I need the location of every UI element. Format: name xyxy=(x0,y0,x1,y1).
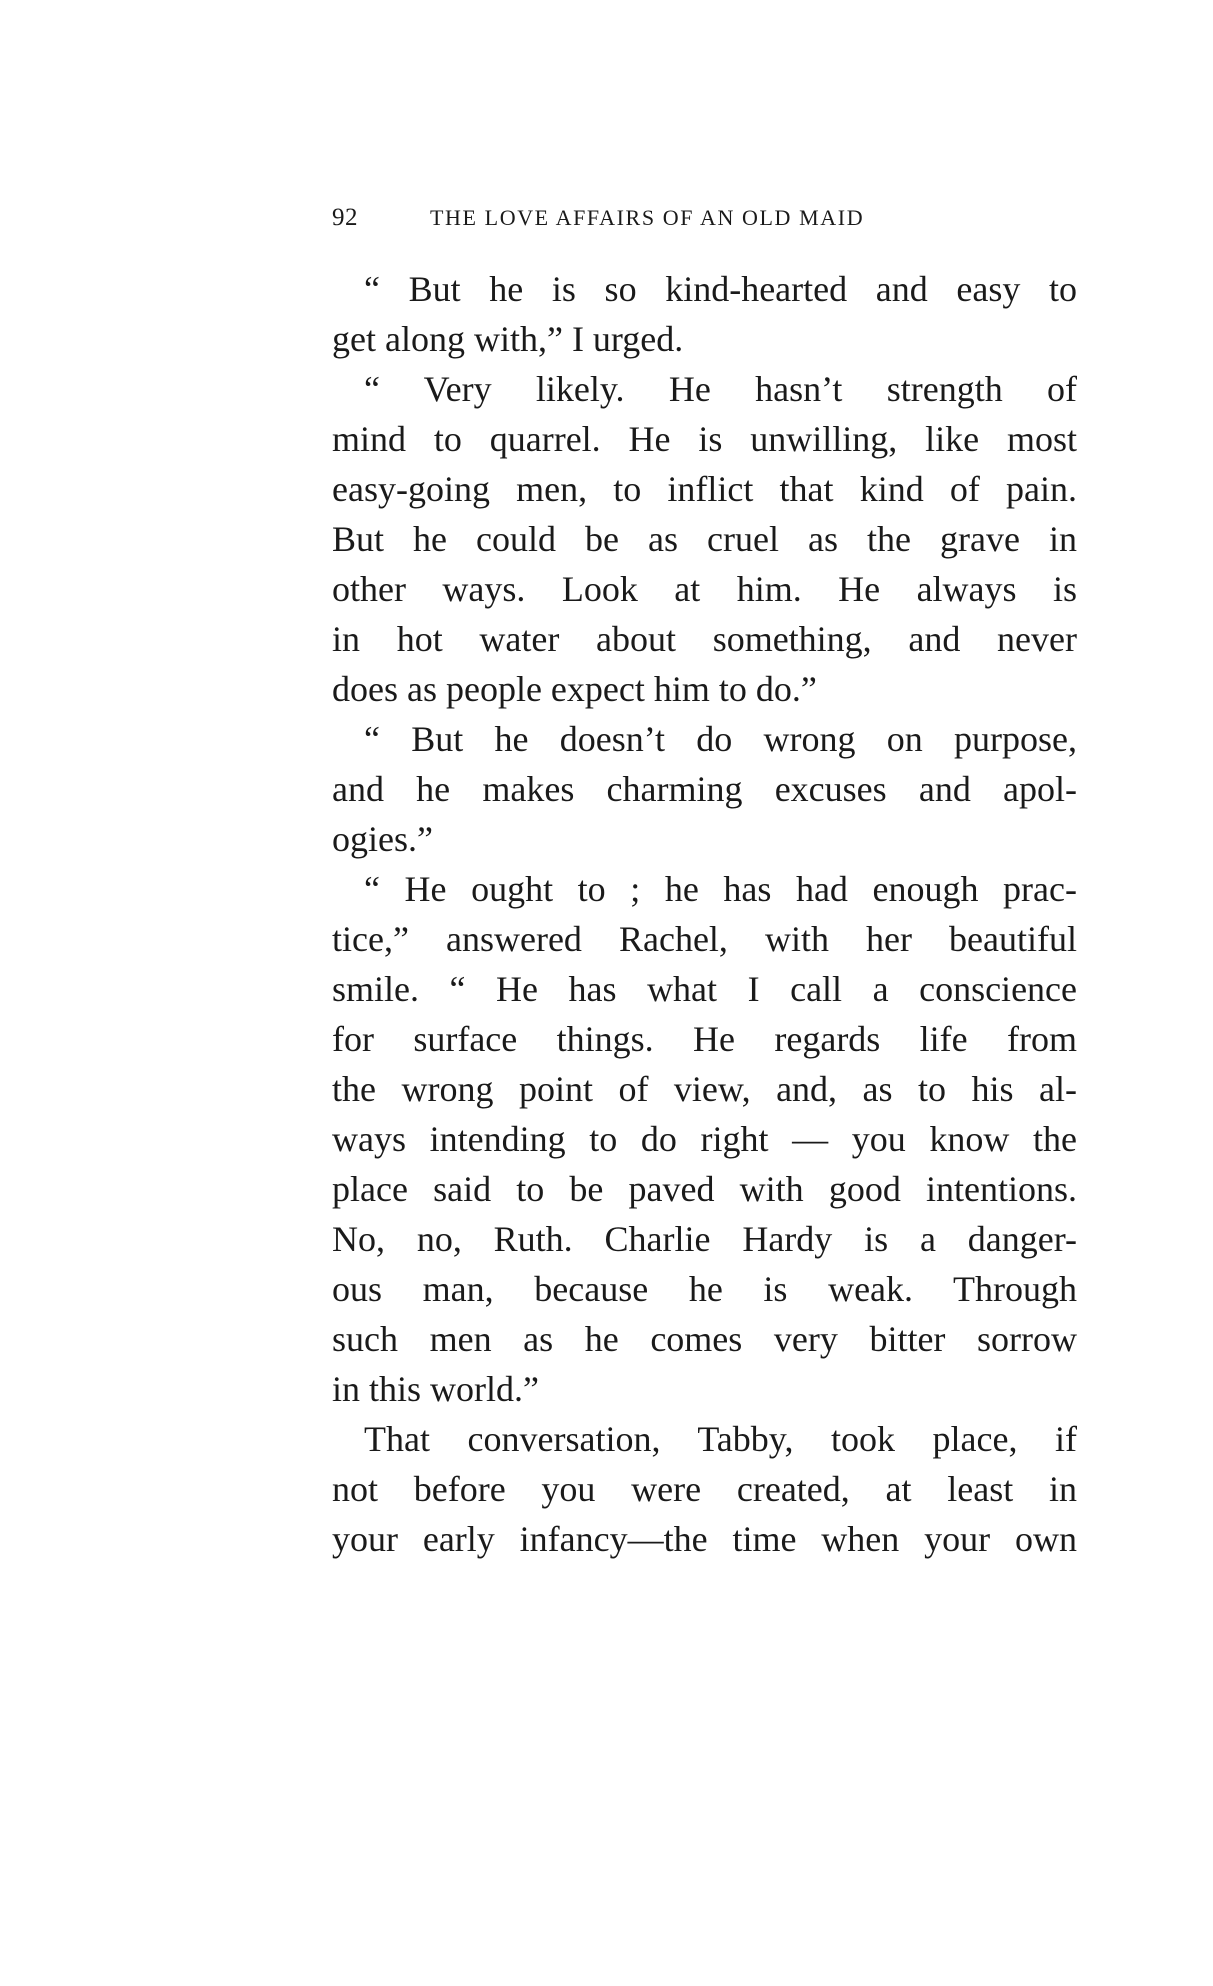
text-line: the wrong point of view, and, as to his al- xyxy=(332,1069,1077,1109)
text-line: such men as he comes very bitter sorrow xyxy=(332,1319,1077,1359)
text-line: not before you were created, at least in xyxy=(332,1469,1077,1509)
text-line: place said to be paved with good intentions. xyxy=(332,1169,1077,1209)
text-line: easy-going men, to inflict that kind of pain. xyxy=(332,469,1077,509)
text-line: smile. “ He has what I call a conscience xyxy=(332,969,1077,1009)
running-title: THE LOVE AFFAIRS OF AN OLD MAID xyxy=(430,205,865,230)
text-line: “ Very likely. He hasn’t strength of xyxy=(364,369,1077,409)
text-line: in hot water about something, and never xyxy=(332,619,1077,659)
text-line: “ But he doesn’t do wrong on purpose, xyxy=(364,719,1077,759)
text-line: But he could be as cruel as the grave in xyxy=(332,519,1077,559)
text-line: tice,” answered Rachel, with her beautiful xyxy=(332,919,1077,959)
text-line: That conversation, Tabby, took place, if xyxy=(364,1419,1077,1459)
text-line: No, no, Ruth. Charlie Hardy is a danger- xyxy=(332,1219,1077,1259)
text-line: “ He ought to ; he has had enough prac- xyxy=(364,869,1077,909)
text-line: ous man, because he is weak. Through xyxy=(332,1269,1077,1309)
body-text xyxy=(332,264,1077,1564)
running-head xyxy=(332,200,1077,236)
text-line: ways intending to do right — you know the xyxy=(332,1119,1077,1159)
text-line: mind to quarrel. He is unwilling, like most xyxy=(332,419,1077,459)
text-line: does as people expect him to do.” xyxy=(332,669,817,709)
text-line: ogies.” xyxy=(332,819,433,859)
text-line: for surface things. He regards life from xyxy=(332,1019,1077,1059)
text-line: your early infancy—the time when your own xyxy=(332,1519,1077,1559)
text-line: get along with,” I urged. xyxy=(332,319,684,359)
text-line: other ways. Look at him. He always is xyxy=(332,569,1077,609)
text-line: and he makes charming excuses and apol- xyxy=(332,769,1077,809)
text-line: “ But he is so kind-hearted and easy to xyxy=(364,269,1077,309)
page-number: 92 xyxy=(332,204,358,231)
text-line: in this world.” xyxy=(332,1369,539,1409)
